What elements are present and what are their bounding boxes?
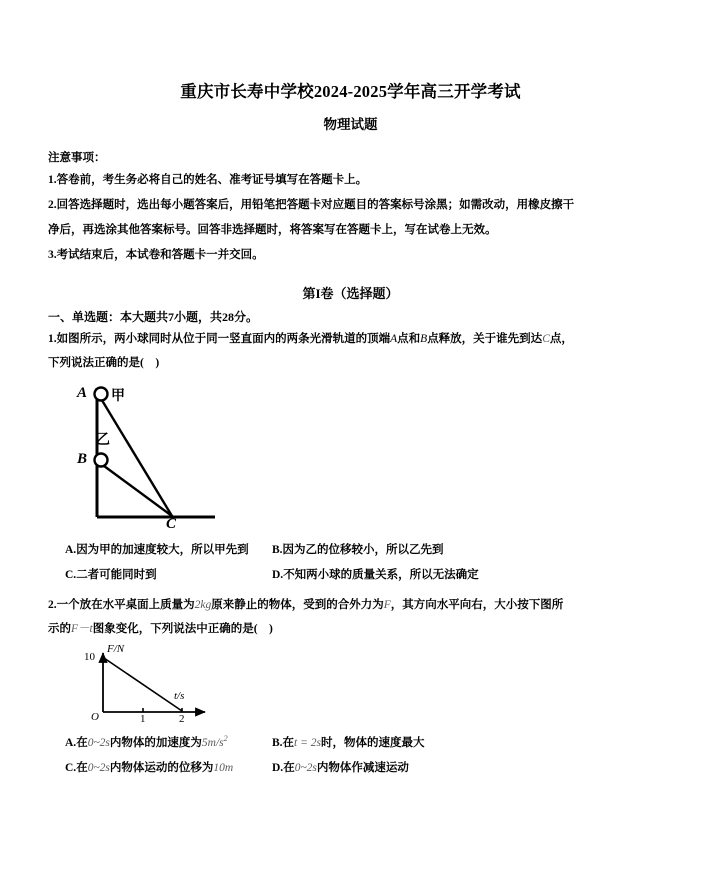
question-2-stem-line-1 — [48, 597, 660, 613]
question-2-option-a[interactable] — [65, 734, 228, 750]
q2-stem-pre: 2.一个放在水平桌面上质量为 — [48, 599, 195, 611]
q2-stem-mid-2: ，其方向水平向右，大小按下图所 — [390, 599, 564, 611]
q2-option-d-mid: 内物体作减速运动 — [316, 762, 409, 774]
question-1-option-d[interactable] — [272, 566, 479, 582]
q2-option-b-label: B. — [272, 737, 283, 749]
q2-mass-value: 2kg — [194, 599, 212, 611]
force-line-series — [104, 658, 185, 711]
question-2-figure — [70, 645, 285, 730]
ball-jia-circle — [95, 388, 108, 401]
page-title: 重庆市长寿中学校2024-2025学年高三开学考试 — [180, 82, 521, 101]
q2-option-c-mid: 内物体运动的位移为 — [109, 762, 214, 774]
question-2-option-b[interactable] — [272, 734, 424, 750]
volume-heading: 第I卷（选择题） — [302, 286, 399, 301]
question-1-option-a[interactable] — [65, 541, 249, 557]
notice-item-1: 1.答卷前，考生务必将自己的姓名、准考证号填写在答题卡上。 — [48, 174, 368, 186]
q2-option-c-math-2: 10m — [213, 762, 234, 774]
q2-option-a-pre: 在 — [76, 737, 88, 749]
q1-point-a: A — [390, 333, 398, 345]
label-point-a: A — [77, 385, 88, 401]
origin-label: O — [91, 711, 99, 723]
q2-force-symbol: F — [383, 599, 391, 611]
inclined-tracks-svg — [60, 375, 300, 530]
notice-heading: 注意事项： — [48, 152, 106, 164]
q2-option-b-pre: 在 — [282, 737, 295, 749]
q2-option-b-math-1: t = 2s — [294, 737, 321, 749]
question-1-option-c[interactable] — [65, 566, 157, 582]
q2-option-d-label: D. — [272, 762, 284, 774]
q2-option-a-label: A. — [65, 737, 77, 749]
q1-option-b-text: 因为乙的位移较小，所以乙先到 — [282, 544, 444, 556]
question-1-figure — [60, 375, 300, 530]
q1-stem-pre: 1.如图所示，两小球同时从位于同一竖直面内的两条光滑轨道的顶端 — [48, 333, 391, 345]
notice-item-3: 3.考试结束后，本试卷和答题卡一并交回。 — [48, 249, 264, 261]
label-point-c: C — [166, 516, 177, 532]
question-1-stem-line-1 — [48, 331, 660, 347]
q1-option-a-label: A. — [65, 544, 77, 556]
x-tick-label-1: 1 — [140, 713, 146, 725]
q1-option-a-text: 因为甲的加速度较大，所以甲先到 — [76, 544, 249, 556]
x-tick-label-2: 2 — [179, 713, 185, 725]
q2-option-b-mid: 时，物体的速度最大 — [320, 737, 425, 749]
question-1-option-b[interactable] — [272, 541, 444, 557]
notice-item-2: 2.回答选择题时，选出每小题答案后，用铅笔把答题卡对应题目的答案标号涂黑；如需改动，用橡皮擦干 — [48, 199, 575, 211]
q1-stem-mid-1: 点和 — [397, 333, 421, 345]
q2-line2-end: 图象变化，下列说法中正确的是( ) — [92, 623, 273, 635]
label-ball-yi: 乙 — [96, 431, 110, 447]
q2-option-d-math-1: 0~2s — [294, 762, 317, 774]
q2-stem-mid: 原来静止的物体，受到的合外力为 — [211, 599, 384, 611]
page-subtitle: 物理试题 — [323, 117, 378, 132]
question-2-option-d[interactable] — [272, 759, 409, 775]
q1-stem-mid-2: 点释放，关于谁先到达 — [427, 333, 543, 345]
q2-option-a-math-2: 5m/s — [201, 737, 224, 749]
q2-option-a-exponent: 2 — [223, 734, 228, 744]
q2-option-a-mid: 内物体的加速度为 — [109, 737, 202, 749]
q2-option-c-math-1: 0~2s — [87, 762, 110, 774]
section-heading: 一、单选题：本大题共7小题，共28分。 — [48, 310, 259, 324]
q2-option-c-pre: 在 — [76, 762, 88, 774]
q1-point-c: C — [542, 333, 550, 345]
question-2-option-c[interactable] — [65, 759, 233, 775]
y-axis-label: F/N — [107, 643, 125, 655]
question-1-stem-line-2: 下列说法正确的是( ) — [48, 357, 160, 369]
q1-option-c-label: C. — [65, 569, 77, 581]
q2-line2-pre: 示的 — [48, 623, 71, 635]
y-tick-label-10: 10 — [84, 651, 95, 663]
question-2-stem-line-2 — [48, 621, 660, 637]
track-b-to-c — [100, 463, 172, 516]
track-a-to-c — [100, 397, 172, 516]
notice-item-2-cont: 净后，再选涂其他答案标号。回答非选择题时，将答案写在答题卡上，写在试卷上无效。 — [48, 224, 497, 236]
ball-yi-circle — [95, 454, 108, 467]
label-ball-jia: 甲 — [111, 387, 125, 403]
q1-option-b-label: B. — [272, 544, 283, 556]
x-axis-label: t/s — [174, 690, 185, 702]
q2-option-a-math-1: 0~2s — [87, 737, 110, 749]
q2-graph-symbol: F－t — [71, 623, 93, 635]
q1-stem-end: 点， — [549, 333, 573, 345]
force-time-graph-svg — [70, 645, 285, 730]
q1-option-c-text: 二者可能同时到 — [76, 569, 157, 581]
q1-option-d-label: D. — [272, 569, 284, 581]
q1-option-d-text: 不知两小球的质量关系，所以无法确定 — [283, 569, 479, 581]
label-point-b: B — [77, 451, 88, 467]
q2-option-d-pre: 在 — [283, 762, 295, 774]
q1-point-b: B — [420, 333, 428, 345]
q2-option-c-label: C. — [65, 762, 77, 774]
